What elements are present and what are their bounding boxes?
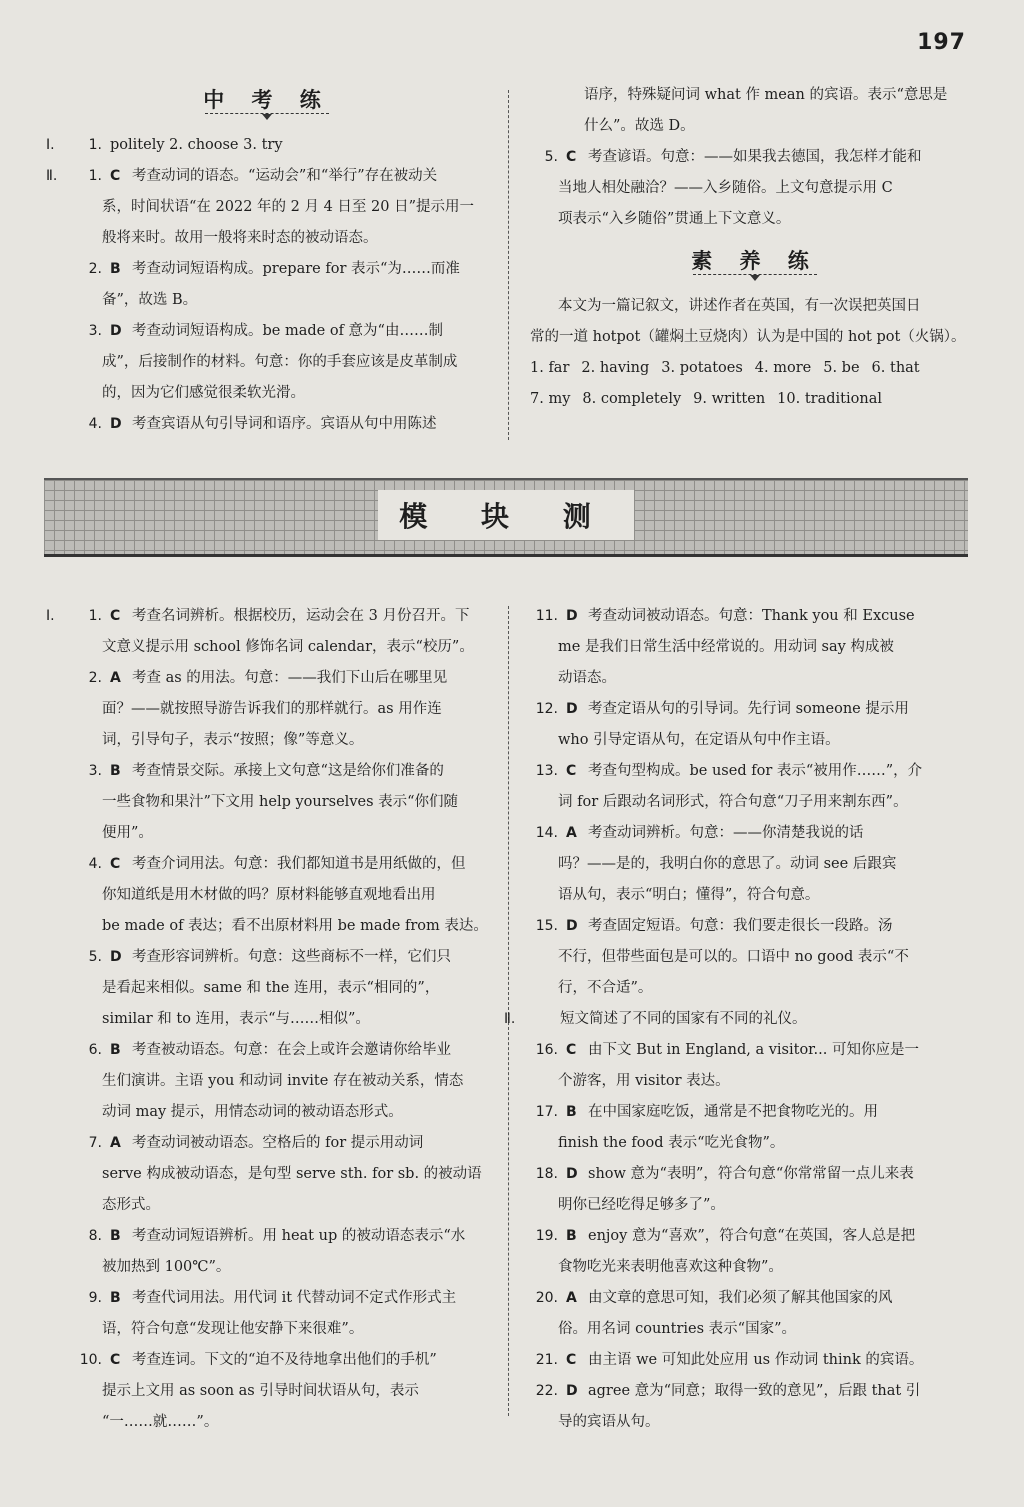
section-title-text: 素 养 练 (691, 249, 819, 273)
text-line: 考查动词的语态。“运动会”和“举行”存在被动关 (132, 168, 438, 184)
answer-item (530, 601, 980, 694)
answer-item (46, 1283, 488, 1345)
section-roman-numeral: Ⅰ. (46, 608, 55, 624)
text-line: 本文为一篇记叙文，讲述作者在英国，有一次误把英国日 (558, 298, 921, 314)
item-number: 1. (88, 168, 102, 184)
explanation (558, 1097, 980, 1159)
explanation (102, 756, 488, 849)
text-line: 生们演讲。主语 you 和动词 invite 存在被动关系，情态 (102, 1073, 464, 1089)
text-line: 考查介词用法。句意：我们都知道书是用纸做的，但 (132, 856, 466, 872)
text-line: 动词 may 提示，用情态动词的被动语态形式。 (102, 1104, 403, 1120)
item-number: 3. (88, 323, 102, 339)
top-right-column (530, 80, 980, 415)
item-number: 1. (88, 608, 102, 624)
text-line: agree 意为“同意；取得一致的意见”，后跟 that 引 (588, 1383, 921, 1399)
answer-letter: C (566, 763, 577, 779)
answer-item (46, 1128, 488, 1221)
answer-letter: C (566, 149, 577, 165)
item-number (532, 1004, 552, 1035)
text-line: be made of 表达；看不出原材料用 be made from 表达。 (102, 918, 488, 934)
explanation (102, 1283, 488, 1345)
section-roman-numeral (46, 663, 74, 756)
fill-answer: 2. having (581, 360, 650, 376)
answer-letter: C (566, 1042, 577, 1058)
section-roman-numeral (46, 409, 74, 440)
answer-letter: C (110, 168, 121, 184)
answer-letter: D (566, 701, 578, 717)
text-line: 备”，故选 B。 (102, 292, 198, 308)
section-title-text: 中 考 练 (203, 88, 331, 112)
title-marker-icon (750, 275, 760, 281)
text-line: 吗？——是的，我明白你的意思了。动词 see 后跟宾 (558, 856, 897, 872)
passage-intro (530, 291, 980, 353)
top-left-column (46, 84, 488, 440)
section-roman-numeral (46, 1283, 74, 1345)
text-line: 项表示“入乡随俗”贯通上下文意义。 (558, 211, 791, 227)
fill-answer: 3. potatoes (661, 360, 743, 376)
answer-item (46, 409, 488, 440)
answer-letter: D (566, 1166, 578, 1182)
text-line: 成”，后接制作的材料。句意：你的手套应该是皮革制成 (102, 354, 458, 370)
item-number: 20. (535, 1290, 558, 1306)
text-line: 便用”。 (102, 825, 153, 841)
text-line: 你知道纸是用木材做的吗？原材料能够直观地看出用 (102, 887, 436, 903)
text-line: 常的一道 hotpot（罐焖土豆烧肉）认为是中国的 hot pot（火锅）。 (530, 329, 966, 345)
fill-answer: 5. be (823, 360, 860, 376)
answer-letter: B (566, 1228, 577, 1244)
answer-letter: B (110, 1228, 121, 1244)
text-line: 的，因为它们感觉很柔软光滑。 (102, 385, 305, 401)
text-line: 考查形容词辨析。句意：这些商标不一样，它们只 (132, 949, 451, 965)
explanation (102, 942, 488, 1035)
answer-letter: C (110, 856, 121, 872)
answer-letter: B (110, 763, 121, 779)
answer-item (530, 1376, 980, 1438)
item-number: 3. (88, 763, 102, 779)
item-number: 4. (88, 856, 102, 872)
item-number: 7. (88, 1135, 102, 1151)
text-line: 考查动词短语辨析。用 heat up 的被动语态表示“水 (132, 1228, 466, 1244)
text-line: enjoy 意为“喜欢”，符合句意“在英国，客人总是把 (588, 1228, 916, 1244)
text-line: 考查被动语态。句意：在会上或许会邀请你给毕业 (132, 1042, 451, 1058)
fill-answer: 10. traditional (777, 391, 882, 407)
text-line: 考查谚语。句意：——如果我去德国，我怎样才能和 (588, 149, 922, 165)
text-line: serve 构成被动语态，是句型 serve sth. for sb. 的被动语 (102, 1166, 482, 1182)
answer-letter: B (566, 1104, 577, 1120)
answer-letter: B (110, 1042, 121, 1058)
item-number: 13. (535, 763, 558, 779)
text-line: finish the food 表示“吃光食物”。 (558, 1135, 785, 1151)
text-line: 由下文 But in England, a visitor... 可知你应是一 (588, 1042, 919, 1058)
answer-item (530, 756, 980, 818)
text-line: 考查名词辨析。根据校历，运动会在 3 月份召开。下 (132, 608, 470, 624)
item-number: 16. (535, 1042, 558, 1058)
page-number: 197 (917, 30, 966, 55)
section-title-zhongkao (46, 84, 488, 124)
answer-item (530, 1221, 980, 1283)
text-line: 考查动词被动语态。句意：Thank you 和 Excuse (588, 608, 915, 624)
answer-letter: A (566, 1290, 577, 1306)
explanation (558, 1283, 980, 1345)
answer-letter: D (566, 608, 578, 624)
text-line: 考查代词用法。用代词 it 代替动词不定式作形式主 (132, 1290, 457, 1306)
text-line: show 意为“表明”，符合句意“你常常留一点儿来表 (588, 1166, 914, 1182)
text-line: 动语态。 (558, 670, 616, 686)
text-line: 俗。用名词 countries 表示“国家”。 (558, 1321, 796, 1337)
explanation (558, 818, 980, 911)
section-roman-numeral (46, 1345, 74, 1438)
answer-item (530, 1097, 980, 1159)
section-title-suyang (530, 245, 980, 285)
explanation (102, 601, 488, 663)
text-line: 行，不合适”。 (558, 980, 653, 996)
answer-letter: D (566, 1383, 578, 1399)
fill-answer: 4. more (754, 360, 812, 376)
answer-item (46, 254, 488, 316)
answer-letter: D (110, 416, 122, 432)
answers-row-2 (530, 384, 980, 415)
text-line: 面？——就按照导游告诉我们的那样就行。as 用作连 (102, 701, 442, 717)
text-line: 文意义提示用 school 修饰名词 calendar，表示“校历”。 (102, 639, 474, 655)
explanation (110, 130, 488, 161)
answer-letter: D (110, 949, 122, 965)
text-line: 考查句型构成。be used for 表示“被用作……”，介 (588, 763, 923, 779)
item-number: 19. (535, 1228, 558, 1244)
answer-letter: A (110, 1135, 121, 1151)
text-line: 考查 as 的用法。句意：——我们下山后在哪里见 (132, 670, 448, 686)
section-roman-numeral (46, 756, 74, 849)
item-number: 21. (535, 1352, 558, 1368)
answer-item (46, 1221, 488, 1283)
item-number: 11. (535, 608, 558, 624)
answer-item (530, 911, 980, 1004)
explanation (558, 601, 980, 694)
text-line: me 是我们日常生活中经常说的。用动词 say 构成被 (558, 639, 894, 655)
banner-title: 模 块 测 (378, 490, 634, 540)
answer-item (530, 142, 980, 235)
explanation (102, 1345, 488, 1438)
text-line: 态形式。 (102, 1197, 160, 1213)
explanation (102, 254, 488, 316)
item-number: 1. (88, 137, 102, 153)
item-number: 9. (88, 1290, 102, 1306)
explanation (558, 911, 980, 1004)
item-number: 18. (535, 1166, 558, 1182)
answer-item (504, 1004, 980, 1035)
answer-item (530, 1035, 980, 1097)
module-test-banner (44, 478, 968, 557)
explanation (132, 409, 488, 440)
section-roman-numeral (46, 316, 74, 409)
section-roman-numeral (46, 1221, 74, 1283)
answer-item (530, 694, 980, 756)
answer-list (46, 130, 488, 440)
text-line: 词 for 后跟动名词形式，符合句意“刀子用来割东西”。 (558, 794, 908, 810)
text-line: 般将来时。故用一般将来时态的被动语态。 (102, 230, 378, 246)
answer-letter: C (110, 608, 121, 624)
text-line: 语序，特殊疑问词 what 作 mean 的宾语。表示“意思是 (584, 87, 948, 103)
text-line: 不行，但带些面包是可以的。口语中 no good 表示“不 (558, 949, 909, 965)
bottom-right-column (504, 601, 980, 1438)
answer-letter: C (110, 1352, 121, 1368)
section-roman-numeral (46, 1128, 74, 1221)
column-divider-top (508, 90, 509, 440)
text-line: 明你已经吃得足够多了”。 (558, 1197, 725, 1213)
section-roman-numeral: Ⅰ. (46, 137, 55, 153)
section-roman-numeral (46, 849, 74, 942)
item-number: 15. (535, 918, 558, 934)
text-line: 语从句，表示“明白；懂得”，符合句意。 (558, 887, 820, 903)
text-line: 系，时间状语“在 2022 年的 2 月 4 日至 20 日”提示用一 (102, 199, 474, 215)
text-line: 什么”。故选 D。 (584, 118, 695, 134)
explanation (558, 694, 980, 756)
answer-item (46, 130, 488, 161)
answer-item (530, 1159, 980, 1221)
answer-item (530, 1283, 980, 1345)
text-line: 考查动词短语构成。be made of 意为“由……制 (132, 323, 443, 339)
explanation (558, 1035, 980, 1097)
answer-item (46, 316, 488, 409)
answer-item (530, 818, 980, 911)
item-number: 5. (88, 949, 102, 965)
item-number: 6. (88, 1042, 102, 1058)
text-line: 考查连词。下文的“迫不及待地拿出他们的手机” (132, 1352, 437, 1368)
text-line: 提示上文用 as soon as 引导时间状语从句，表示 (102, 1383, 419, 1399)
text-line: 考查定语从句的引导词。先行词 someone 提示用 (588, 701, 909, 717)
explanation (588, 1345, 980, 1376)
answer-item (530, 1345, 980, 1376)
text-line: 考查动词短语构成。prepare for 表示“为……而准 (132, 261, 460, 277)
text-line: 当地人相处融洽？——入乡随俗。上文句意提示用 C (558, 180, 893, 196)
explanation (102, 316, 488, 409)
explanation (560, 1004, 980, 1035)
answer-item (46, 663, 488, 756)
bottom-left-column (46, 601, 488, 1438)
explanation (558, 142, 980, 235)
text-line: 被加热到 100℃”。 (102, 1259, 231, 1275)
answer-letter: A (566, 825, 577, 841)
section-roman-numeral (46, 1035, 74, 1128)
section-roman-numeral (46, 254, 74, 316)
answer-letter: B (110, 261, 121, 277)
explanation (102, 161, 488, 254)
section-roman-numeral: Ⅱ. (504, 1011, 516, 1027)
text-line: 是看起来相似。same 和 the 连用，表示“相同的”， (102, 980, 440, 996)
fill-answer: 1. far (530, 360, 570, 376)
item-number: 12. (535, 701, 558, 717)
text-line: 考查动词辨析。句意：——你清楚我说的话 (588, 825, 864, 841)
fill-answer: 7. my (530, 391, 571, 407)
item-number: 17. (535, 1104, 558, 1120)
explanation (558, 756, 980, 818)
fill-answer: 6. that (871, 360, 920, 376)
section-roman-numeral: Ⅱ. (46, 168, 58, 184)
answer-letter: C (566, 1352, 577, 1368)
text-line: 个游客，用 visitor 表达。 (558, 1073, 730, 1089)
item-number: 22. (535, 1383, 558, 1399)
explanation (558, 1221, 980, 1283)
explanation (102, 1128, 488, 1221)
continuation-text (530, 80, 980, 142)
explanation (558, 1376, 980, 1438)
item-number: 4. (88, 416, 102, 432)
answer-item (46, 849, 488, 942)
answer-letter: B (110, 1290, 121, 1306)
text-line: who 引导定语从句，在定语从句中作主语。 (558, 732, 840, 748)
title-marker-icon (262, 114, 272, 120)
explanation (102, 663, 488, 756)
answer-item (46, 601, 488, 663)
answer-item (46, 1035, 488, 1128)
fill-answer: 9. written (693, 391, 766, 407)
answers-row-1 (530, 353, 980, 384)
answer-letter: D (566, 918, 578, 934)
item-number: 10. (79, 1352, 102, 1368)
answer-item (46, 756, 488, 849)
text-line: 短文简述了不同的国家有不同的礼仪。 (560, 1011, 807, 1027)
text-line: “一……就……”。 (102, 1414, 219, 1430)
explanation (102, 1221, 488, 1283)
text-line: 考查动词被动语态。空格后的 for 提示用动词 (132, 1135, 424, 1151)
text-line: 词，引导句子，表示“按照；像”等意义。 (102, 732, 364, 748)
answer-item (46, 1345, 488, 1438)
explanation (558, 1159, 980, 1221)
item-number: 2. (88, 670, 102, 686)
text-line: politely 2. choose 3. try (110, 137, 283, 153)
fill-answer: 8. completely (582, 391, 682, 407)
text-line: 一些食物和果汁”下文用 help yourselves 表示“你们随 (102, 794, 459, 810)
text-line: 考查固定短语。句意：我们要走很长一段路。汤 (588, 918, 893, 934)
item-number: 5. (544, 149, 558, 165)
item-number: 2. (88, 261, 102, 277)
answer-letter: D (110, 323, 122, 339)
text-line: 语，符合句意“发现让他安静下来很难”。 (102, 1321, 364, 1337)
answer-letter: A (110, 670, 121, 686)
item-number: 14. (535, 825, 558, 841)
text-line: 导的宾语从句。 (558, 1414, 660, 1430)
section-roman-numeral (46, 942, 74, 1035)
text-line: 食物吃光来表明他喜欢这种食物”。 (558, 1259, 783, 1275)
text-line: similar 和 to 连用，表示“与……相似”。 (102, 1011, 370, 1027)
item-number: 8. (88, 1228, 102, 1244)
answer-item (46, 161, 488, 254)
text-line: 由文章的意思可知，我们必须了解其他国家的风 (588, 1290, 893, 1306)
text-line: 由主语 we 可知此处应用 us 作动词 think 的宾语。 (588, 1352, 924, 1368)
text-line: 在中国家庭吃饭，通常是不把食物吃光的。用 (588, 1104, 878, 1120)
explanation (102, 849, 488, 942)
text-line: 考查宾语从句引导词和语序。宾语从句中用陈述 (132, 416, 437, 432)
explanation (102, 1035, 488, 1128)
answer-item (46, 942, 488, 1035)
text-line: 考查情景交际。承接上文句意“这是给你们准备的 (132, 763, 444, 779)
